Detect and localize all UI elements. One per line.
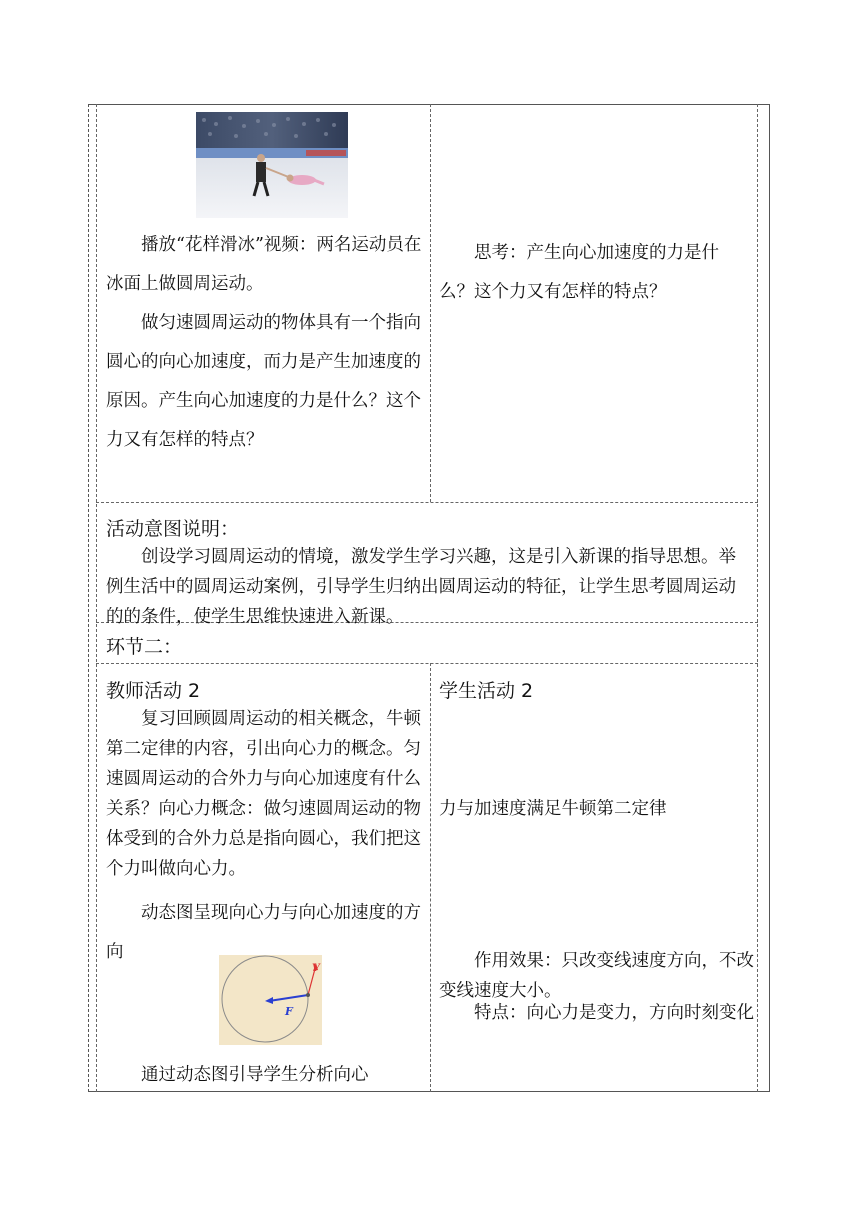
- student-feature: 特点：向心力是变力，方向时刻变化: [474, 1003, 754, 1023]
- column-divider: [430, 104, 431, 502]
- centripetal-force-diagram: [219, 955, 322, 1045]
- teacher-diagram-intro: 动态图呈现向心力与向心加速度的方向: [106, 903, 421, 962]
- student-newton-law: 力与加速度满足牛顿第二定律: [439, 799, 667, 819]
- column-divider: [430, 663, 431, 1092]
- intent-body: 创设学习圆周运动的情境，激发学生学习兴趣，这是引入新课的指导思想。举例生活中的圆周运动案例，引导学生归纳出圆周运动的特征，让学生思考圆周运动的的条件，使学生思维快速进入新课。: [106, 547, 736, 627]
- row-divider: [96, 663, 758, 664]
- student-effect: 作用效果：只改变线速度方向，不改变线速度大小。: [439, 951, 754, 1001]
- student-think: 思考：产生向心加速度的力是什么？这个力又有怎样的特点？: [439, 243, 719, 302]
- figure-skating-photo: [196, 112, 348, 218]
- teacher-activity-body: 复习回顾圆周运动的相关概念，牛顿第二定律的内容，引出向心力的概念。匀速圆周运动的合外力与向心加速度有什么关系？向心力概念：做匀速圆周运动的物体受到的合外力总是指向圆心，我们把这个力叫做向心力。: [106, 709, 421, 879]
- student-activity-heading: 学生活动 2: [439, 680, 534, 702]
- teacher-activity-heading: 教师活动 2: [106, 680, 201, 702]
- teacher-question: 做匀速圆周运动的物体具有一个指向圆心的向心加速度，而力是产生加速度的原因。产生向心加速度的力是什么？这个力又有怎样的特点？: [106, 313, 421, 450]
- intent-heading: 活动意图说明：: [106, 518, 240, 540]
- row-divider: [96, 502, 758, 503]
- step2-heading: 环节二：: [106, 636, 183, 658]
- velocity-label: V: [312, 963, 320, 974]
- video-description: 播放“花样滑冰”视频：两名运动员在冰面上做圆周运动。: [106, 235, 422, 294]
- teacher-analysis-text: 通过动态图引导学生分析向心: [141, 1065, 369, 1085]
- force-label: F: [285, 1005, 293, 1018]
